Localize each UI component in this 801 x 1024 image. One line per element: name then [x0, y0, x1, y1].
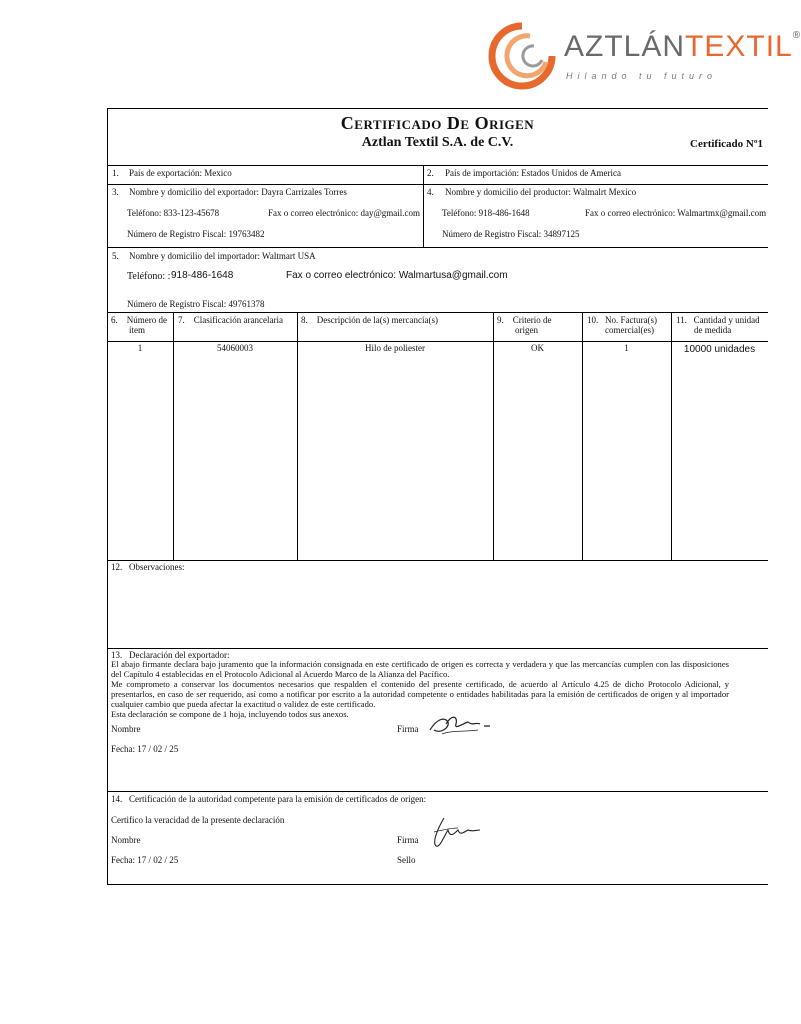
declaration-text: El abajo firmante declara bajo juramento que la información consignada en este certificado de origen es correcta y verdadera y que las mercancías cumplen con las disposiciones del Capítulo 4 establecidas en el Protocolo Adicional al Acuerdo Marco de la Alianza del Pacífico. Me comprometo a conservar los documentos necesarios que respalden el contenido del presente certificado, de acuerdo al Artículo 4.25 de dicho Protocolo Adicional, y presentarlos, en caso de ser requerido, así como a notificar por escrito a la autoridad competente o entidades habilitadas para la emisión de certificados de origen y al importador cualquier cambio que pueda afectar la exactitud o validez de este certificado. Esta declaración se compone de 1 hoja, incluyendo todos sus anexos. — [111, 659, 729, 719]
import-country-field: País de importación: Estados Unidos de America — [445, 168, 621, 178]
field-1-number: 1. — [112, 168, 119, 178]
cell-description: Hilo de poliester — [365, 343, 425, 353]
logo-tagline: Hilando tu futuro — [566, 71, 718, 81]
divider — [107, 165, 768, 166]
authority-name-label: Nombre — [111, 835, 141, 845]
divider — [107, 184, 768, 185]
importer-phone-label: Teléfono: : — [127, 271, 171, 282]
producer-email: Fax o correo electrónico: Walmartmx@gmail.com — [585, 208, 767, 218]
cell-criterion: OK — [531, 343, 544, 353]
certificate-frame — [107, 108, 768, 885]
col-header-item: 6. Número de ítem — [111, 315, 167, 335]
cell-item: 1 — [137, 343, 143, 353]
cell-invoice: 1 — [624, 343, 629, 353]
exporter-signature — [422, 710, 494, 740]
cell-classification: 54060003 — [217, 343, 253, 353]
company-name: Aztlan Textil S.A. de C.V. — [361, 135, 514, 150]
authority-certify-text: Certifico la veracidad de la presente declaración — [111, 815, 285, 825]
col-header-criterion: 9. Criterio de origen — [497, 315, 552, 335]
divider — [107, 341, 768, 342]
producer-field: Nombre y domicilio del productor: Walmalrt Mexico — [445, 187, 637, 197]
importer-field: Nombre y domicilio del importador: Waltmart USA — [129, 251, 316, 261]
exporter-phone: Teléfono: 833-123-45678 — [127, 208, 220, 218]
col-header-description: 8. Descripción de la(s) mercancía(s) — [301, 315, 438, 325]
col-header-invoice: 10. No. Factura(s) comercial(es) — [587, 315, 657, 335]
export-country-field: País de exportación: Mexico — [129, 168, 232, 178]
importer-tax-id: Número de Registro Fiscal: 49761378 — [127, 299, 265, 309]
declaration-sign-label: Firma — [397, 724, 419, 734]
divider — [107, 648, 768, 649]
field-5-number: 5. — [112, 251, 119, 261]
document-title: Certificado De Origen — [340, 113, 535, 133]
producer-tax-id: Número de Registro Fiscal: 34897125 — [442, 229, 580, 239]
authority-label: 14. Certificación de la autoridad competente para la emisión de certificados de origen: — [111, 794, 427, 804]
exporter-email: Fax o correo electrónico: day@gmail.com — [268, 208, 420, 218]
logo-wordmark: AZTLÁNTEXTIL® — [564, 30, 801, 63]
field-3-number: 3. — [112, 187, 119, 197]
observations-label: 12. Observaciones: — [111, 562, 185, 572]
exporter-field: Nombre y domicilio del exportador: Dayra Carrizales Torres — [129, 187, 347, 197]
authority-date: Fecha: 17 / 02 / 25 — [111, 855, 179, 865]
producer-phone: Teléfono: 918-486-1648 — [442, 208, 530, 218]
exporter-tax-id: Número de Registro Fiscal: 19763482 — [127, 229, 265, 239]
divider — [107, 791, 768, 792]
col-header-classification: 7. Clasificación arancelaria — [178, 315, 283, 325]
col-header-quantity: 11. Cantidad y unidad de medida — [676, 315, 760, 335]
cell-quantity: 10000 unidades — [683, 344, 756, 355]
divider — [107, 312, 768, 313]
divider — [107, 560, 768, 561]
field-4-number: 4. — [427, 187, 434, 197]
divider — [107, 247, 768, 248]
field-2-number: 2. — [427, 168, 434, 178]
importer-phone: 918-486-1648 — [171, 270, 234, 281]
certificate-number: Certificado Nº1 — [690, 138, 763, 150]
authority-sign-label: Firma — [397, 835, 419, 845]
declaration-date: Fecha: 17 / 02 / 25 — [111, 744, 179, 754]
divider — [423, 165, 424, 247]
declaration-name-label: Nombre — [111, 724, 141, 734]
declaration-label: 13. Declaración del exportador: — [111, 650, 230, 660]
importer-email: Fax o correo electrónico: Walmartusa@gmail.com — [286, 270, 508, 281]
authority-seal-label: Sello — [397, 855, 416, 865]
authority-signature — [428, 812, 488, 852]
